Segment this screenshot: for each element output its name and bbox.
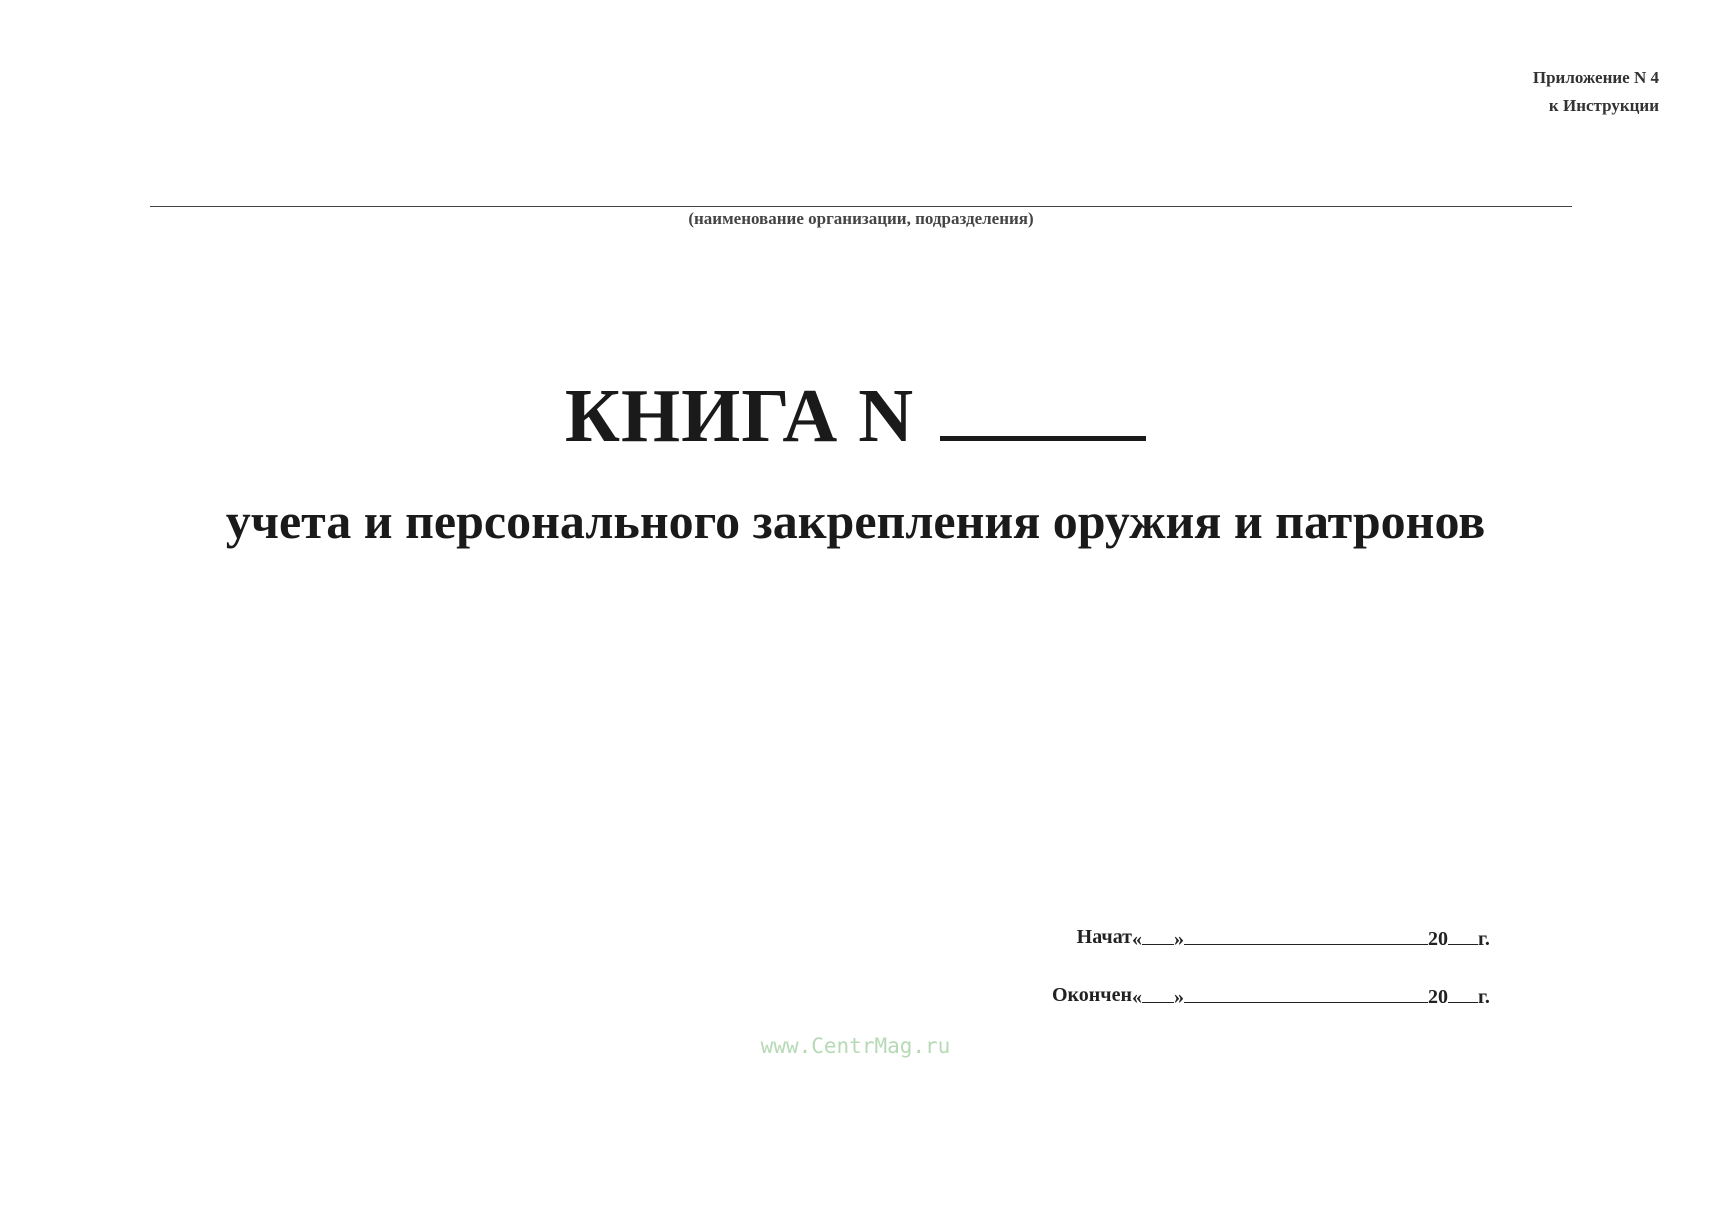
book-number-blank[interactable] (940, 372, 1146, 441)
started-month-blank[interactable] (1184, 926, 1428, 945)
ended-year-blank[interactable] (1448, 984, 1478, 1003)
started-date-fields (1132, 926, 1490, 951)
appendix-number: Приложение N 4 (1532, 68, 1659, 87)
started-year-blank[interactable] (1448, 926, 1478, 945)
started-year-prefix: 20 (1428, 928, 1448, 950)
started-date-row (1030, 926, 1512, 960)
ended-label: Окончен (1051, 984, 1132, 1006)
organization-name-caption: (наименование организации, подразделения) (688, 209, 1034, 228)
book-title: КНИГА N (564, 374, 915, 458)
ended-year-suffix: г. (1478, 986, 1490, 1008)
ended-date-fields (1132, 984, 1490, 1009)
started-open-quote: « (1132, 928, 1142, 950)
watermark-text: www.CentrMag.ru (760, 1034, 951, 1058)
started-label: Начат (1076, 926, 1132, 948)
started-day-blank[interactable] (1142, 926, 1174, 945)
ended-month-blank[interactable] (1184, 984, 1428, 1003)
started-close-quote: » (1174, 928, 1184, 950)
ended-day-blank[interactable] (1142, 984, 1174, 1003)
organization-name-line[interactable] (150, 206, 1572, 207)
appendix-reference: к Инструкции (1548, 96, 1659, 115)
ended-date-row (1030, 984, 1512, 1018)
appendix-note (1533, 64, 1659, 120)
started-year-suffix: г. (1478, 928, 1490, 950)
ended-year-prefix: 20 (1428, 986, 1448, 1008)
ended-open-quote: « (1132, 986, 1142, 1008)
ended-close-quote: » (1174, 986, 1184, 1008)
book-title-row (0, 372, 1711, 460)
book-subtitle: учета и персонального закрепления оружия и патронов (225, 493, 1486, 549)
